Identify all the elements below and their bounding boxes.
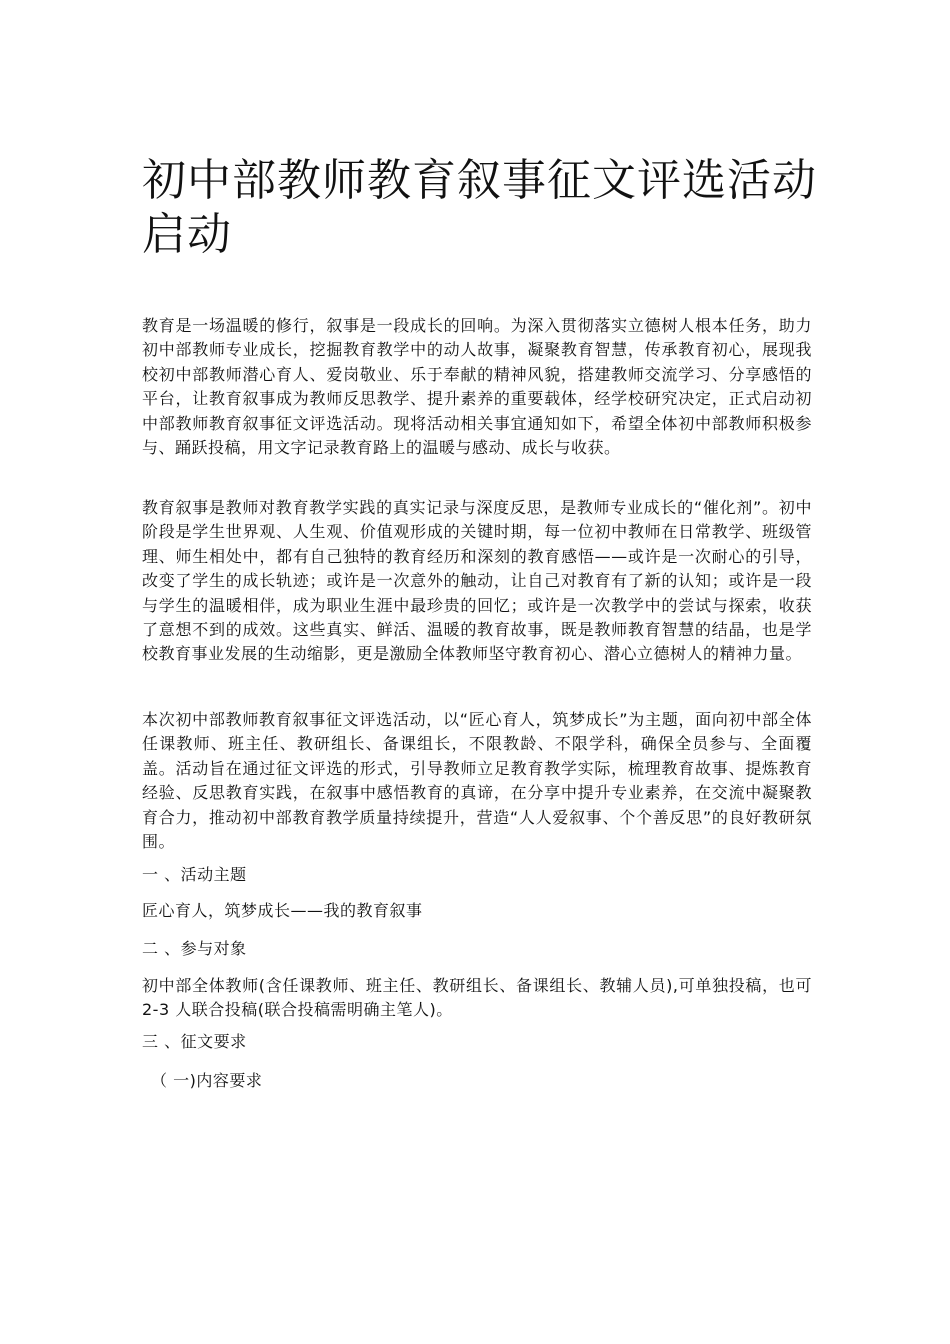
section-heading-participants: 二 、参与对象 [142,939,247,958]
purpose-paragraph: 本次初中部教师教育叙事征文评选活动，以“匠心育人，筑梦成长”为主题，面向初中部全体任课教师、班主任、教研组长、备课组长，不限教龄、不限学科，确保全员参与、全面覆盖。活动旨在通过征文评选的形式，引导教师立足教育教学实际，梳理教育故事、提炼教育经验、反思教育实践，在叙事中感悟教育的真谛，在分享中提升专业素养，在交流中凝聚教育合力，推动初中部教育教学质量持续提升，营造“人人爱叙事、个个善反思”的良好教研氛围。 [142,710,812,852]
document-title: 初中部教师教育叙事征文评选活动启动 [142,155,817,260]
intro-paragraph: 教育是一场温暖的修行，叙事是一段成长的回响。为深入贯彻落实立德树人根本任务，助力初中部教师专业成长，挖掘教育教学中的动人故事，凝聚教育智慧，传承教育初心，展现我校初中部教师潜心育人、爱岗敬业、乐于奉献的精神风貌，搭建教师交流学习、分享感悟的平台，让教育叙事成为教师反思教学、提升素养的重要载体，经学校研究决定，正式启动初中部教师教育叙事征文评选活动。现将活动相关事宜通知如下，希望全体初中部教师积极参与、踊跃投稿，用文字记录教育路上的温暖与感动、成长与收获。 [142,316,812,458]
sub-heading-content-requirements: （ 一)内容要求 [151,1071,263,1090]
section-body-participants: 初中部全体教师(含任课教师、班主任、教研组长、备课组长、教辅人员),可单独投稿，也可 2-3 人联合投稿(联合投稿需明确主笔人)。 [142,976,812,1020]
section-body-theme: 匠心育人，筑梦成长——我的教育叙事 [142,901,423,920]
background-paragraph: 教育叙事是教师对教育教学实践的真实记录与深度反思，是教师专业成长的“催化剂”。初中阶段是学生世界观、人生观、价值观形成的关键时期，每一位初中教师在日常教学、班级管理、师生相处中，都有自己独特的教育经历和深刻的教育感悟——或许是一次耐心的引导，改变了学生的成长轨迹；或许是一次意外的触动，让自己对教育有了新的认知；或许是一段与学生的温暖相伴，成为职业生涯中最珍贵的回忆；或许是一次教学中的尝试与探索，收获了意想不到的成效。这些真实、鲜活、温暖的教育故事，既是教师教育智慧的结晶，也是学校教育事业发展的生动缩影，更是激励全体教师坚守教育初心、潜心立德树人的精神力量。 [142,498,812,664]
section-heading-theme: 一 、活动主题 [142,865,247,884]
section-heading-requirements: 三 、征文要求 [142,1032,247,1051]
